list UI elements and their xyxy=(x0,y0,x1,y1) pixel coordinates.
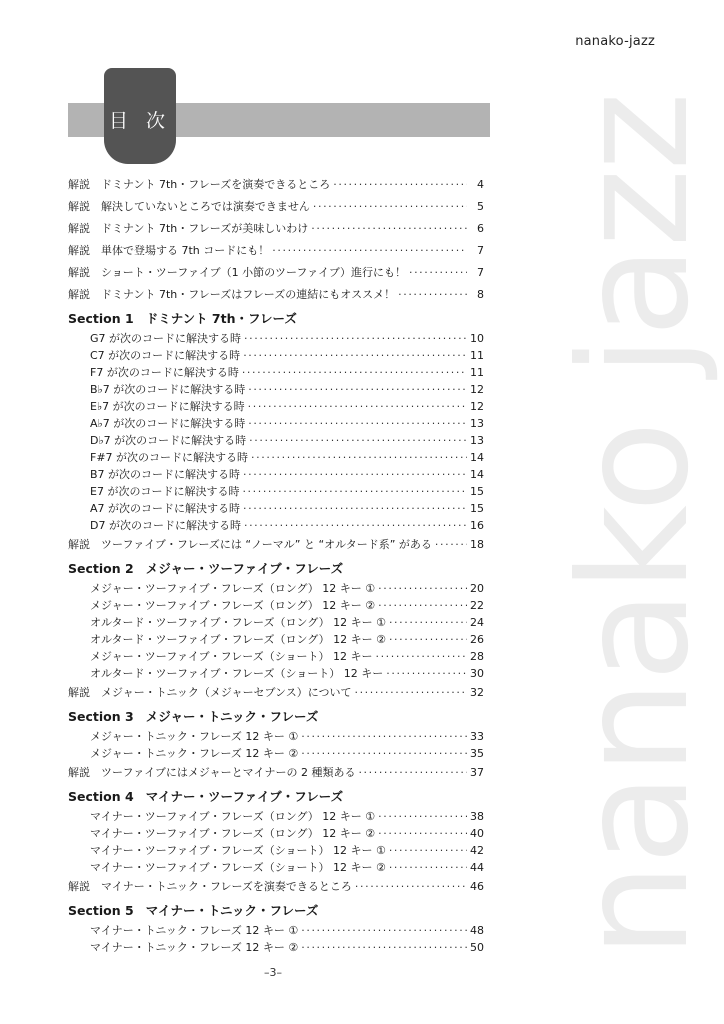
entry-page-number: 35 xyxy=(470,747,484,760)
entry-tag: 解説 xyxy=(68,244,90,257)
brand-label: nanako-jazz xyxy=(575,34,655,49)
entry-page-number: 12 xyxy=(470,383,484,396)
entry-page-number: 28 xyxy=(470,650,484,663)
dot-leader xyxy=(301,939,467,956)
entry-page-number: 13 xyxy=(470,434,484,447)
entry-tag: 解説 xyxy=(68,880,90,893)
section-heading[interactable] xyxy=(68,307,484,330)
toc-subentry[interactable] xyxy=(68,597,484,614)
dot-leader xyxy=(248,381,467,398)
entry-page-number: 33 xyxy=(470,730,484,743)
entry-page-number: 30 xyxy=(470,667,484,680)
entry-tag: 解説 xyxy=(68,222,90,235)
section-label: Section 4 xyxy=(68,789,134,804)
dot-leader xyxy=(301,922,467,939)
entry-title: G7 が次のコードに解決する時 xyxy=(90,332,242,345)
toc-subentry[interactable] xyxy=(68,517,484,534)
dot-leader xyxy=(248,415,467,432)
dot-leader xyxy=(301,728,467,745)
entry-page-number: 5 xyxy=(477,200,484,213)
dot-leader xyxy=(355,876,467,898)
dot-leader xyxy=(248,398,467,415)
toc-subentry[interactable] xyxy=(68,808,484,825)
entry-title: A♭7 が次のコードに解決する時 xyxy=(90,417,246,430)
toc-subentry[interactable] xyxy=(68,500,484,517)
dot-leader xyxy=(243,466,467,483)
toc-subentry[interactable] xyxy=(68,483,484,500)
toc-title-tab xyxy=(104,68,176,164)
dot-leader xyxy=(272,240,467,262)
dot-leader xyxy=(243,500,467,517)
entry-title: ドミナント 7th・フレーズが美味しいわけ xyxy=(101,222,309,235)
entry-title: B7 が次のコードに解決する時 xyxy=(90,468,241,481)
toc-subentry[interactable] xyxy=(68,398,484,415)
section-name: マイナー・トニック・フレーズ xyxy=(145,903,319,918)
dot-leader xyxy=(389,631,467,648)
entry-page-number: 7 xyxy=(477,266,484,279)
entry-page-number: 37 xyxy=(470,766,484,779)
entry-title: マイナー・ツーファイブ・フレーズ（ロング） 12 キー ① xyxy=(90,810,376,823)
section-label: Section 1 xyxy=(68,311,134,326)
entry-title: メジャー・ツーファイブ・フレーズ（ロング） 12 キー ① xyxy=(90,582,376,595)
entry-title: ツーファイブ・フレーズには “ノーマル” と “オルタード系” がある xyxy=(101,538,432,551)
dot-leader xyxy=(354,682,467,704)
toc-entry[interactable] xyxy=(68,196,484,218)
entry-page-number: 8 xyxy=(477,288,484,301)
toc-subentry[interactable] xyxy=(68,728,484,745)
toc-subentry[interactable] xyxy=(68,415,484,432)
dot-leader xyxy=(243,347,467,364)
entry-page-number: 11 xyxy=(470,349,484,362)
dot-leader xyxy=(251,449,467,466)
section-label: Section 3 xyxy=(68,709,134,724)
toc-entry[interactable] xyxy=(68,682,484,704)
entry-title: ドミナント 7th・フレーズを演奏できるところ xyxy=(101,178,331,191)
toc-subentry[interactable] xyxy=(68,364,484,381)
toc-subentry[interactable] xyxy=(68,614,484,631)
entry-title: ショート・ツーファイブ（1 小節のツーファイブ）進行にも！ xyxy=(101,266,406,279)
entry-title: メジャー・トニック・フレーズ 12 キー ② xyxy=(90,747,299,760)
entry-title: F#7 が次のコードに解決する時 xyxy=(90,451,249,464)
entry-title: C7 が次のコードに解決する時 xyxy=(90,349,241,362)
dot-leader xyxy=(398,284,467,306)
entry-title: 単体で登場する 7th コードにも！ xyxy=(101,244,270,257)
toc-entry[interactable] xyxy=(68,218,484,240)
entry-title: オルタード・ツーファイブ・フレーズ（ロング） 12 キー ② xyxy=(90,633,386,646)
dot-leader xyxy=(242,483,467,500)
section-heading[interactable] xyxy=(68,557,484,580)
entry-tag: 解説 xyxy=(68,200,90,213)
entry-tag: 解説 xyxy=(68,288,90,301)
section-heading[interactable] xyxy=(68,899,484,922)
entry-page-number: 46 xyxy=(470,880,484,893)
entry-page-number: 22 xyxy=(470,599,484,612)
entry-title: A7 が次のコードに解決する時 xyxy=(90,502,241,515)
entry-title: メジャー・トニック・フレーズ 12 キー ① xyxy=(90,730,299,743)
toc-subentry[interactable] xyxy=(68,842,484,859)
entry-title: B♭7 が次のコードに解決する時 xyxy=(90,383,246,396)
dot-leader xyxy=(311,218,467,240)
dot-leader xyxy=(358,762,467,784)
toc-entry[interactable] xyxy=(68,284,484,306)
entry-page-number: 15 xyxy=(470,502,484,515)
entry-page-number: 15 xyxy=(470,485,484,498)
entry-page-number: 14 xyxy=(470,468,484,481)
dot-leader xyxy=(389,614,467,631)
table-of-contents xyxy=(68,174,484,956)
toc-subentry[interactable] xyxy=(68,859,484,876)
dot-leader xyxy=(313,196,467,218)
entry-tag: 解説 xyxy=(68,766,90,779)
entry-title: マイナー・トニック・フレーズ 12 キー ① xyxy=(90,924,299,937)
toc-subentry[interactable] xyxy=(68,631,484,648)
section-label: Section 2 xyxy=(68,561,134,576)
toc-subentry[interactable] xyxy=(68,648,484,665)
entry-page-number: 24 xyxy=(470,616,484,629)
section-heading[interactable] xyxy=(68,705,484,728)
toc-entry[interactable] xyxy=(68,534,484,556)
entry-page-number: 12 xyxy=(470,400,484,413)
entry-page-number: 50 xyxy=(470,941,484,954)
entry-page-number: 48 xyxy=(470,924,484,937)
entry-title: オルタード・ツーファイブ・フレーズ（ロング） 12 キー ① xyxy=(90,616,386,629)
section-heading[interactable] xyxy=(68,785,484,808)
page-number: –3– xyxy=(264,966,282,979)
entry-page-number: 26 xyxy=(470,633,484,646)
dot-leader xyxy=(378,808,467,825)
entry-title: E7 が次のコードに解決する時 xyxy=(90,485,240,498)
entry-tag: 解説 xyxy=(68,178,90,191)
toc-subentry[interactable] xyxy=(68,745,484,762)
entry-page-number: 38 xyxy=(470,810,484,823)
toc-entry[interactable] xyxy=(68,762,484,784)
entry-page-number: 6 xyxy=(477,222,484,235)
entry-title: E♭7 が次のコードに解決する時 xyxy=(90,400,245,413)
entry-title: メジャー・ツーファイブ・フレーズ（ロング） 12 キー ② xyxy=(90,599,376,612)
dot-leader xyxy=(378,597,467,614)
entry-title: ドミナント 7th・フレーズはフレーズの連結にもオススメ！ xyxy=(101,288,396,301)
toc-subentry[interactable] xyxy=(68,330,484,347)
dot-leader xyxy=(244,330,467,347)
entry-title: マイナー・トニック・フレーズを演奏できるところ xyxy=(101,880,352,893)
entry-title: メジャー・トニック（メジャーセブンス）について xyxy=(101,686,352,699)
section-name: マイナー・ツーファイブ・フレーズ xyxy=(145,789,344,804)
toc-subentry[interactable] xyxy=(68,466,484,483)
dot-leader xyxy=(242,364,467,381)
section-name: ドミナント 7th・フレーズ xyxy=(145,311,297,326)
dot-leader xyxy=(244,517,467,534)
section-name: メジャー・ツーファイブ・フレーズ xyxy=(145,561,344,576)
toc-title: 目 次 xyxy=(108,109,172,132)
entry-page-number: 42 xyxy=(470,844,484,857)
toc-entry[interactable] xyxy=(68,174,484,196)
entry-title: D♭7 が次のコードに解決する時 xyxy=(90,434,247,447)
entry-page-number: 14 xyxy=(470,451,484,464)
entry-title: 解決していないところでは演奏できません xyxy=(101,200,310,213)
dot-leader xyxy=(389,859,467,876)
entry-page-number: 11 xyxy=(470,366,484,379)
dot-leader xyxy=(333,174,467,196)
entry-page-number: 7 xyxy=(477,244,484,257)
dot-leader xyxy=(378,825,467,842)
entry-page-number: 4 xyxy=(477,178,484,191)
toc-entry[interactable] xyxy=(68,262,484,284)
entry-page-number: 16 xyxy=(470,519,484,532)
dot-leader xyxy=(378,580,467,597)
entry-page-number: 44 xyxy=(470,861,484,874)
entry-title: オルタード・ツーファイブ・フレーズ（ショート） 12 キー xyxy=(90,667,384,680)
dot-leader xyxy=(409,262,467,284)
entry-page-number: 10 xyxy=(470,332,484,345)
section-name: メジャー・トニック・フレーズ xyxy=(145,709,319,724)
entry-page-number: 13 xyxy=(470,417,484,430)
dot-leader xyxy=(435,534,467,556)
entry-title: ツーファイブにはメジャーとマイナーの 2 種類ある xyxy=(101,766,356,779)
entry-title: メジャー・ツーファイブ・フレーズ（ショート） 12 キー xyxy=(90,650,373,663)
dot-leader xyxy=(386,665,467,682)
toc-entry[interactable] xyxy=(68,876,484,898)
entry-title: F7 が次のコードに解決する時 xyxy=(90,366,239,379)
dot-leader xyxy=(375,648,467,665)
toc-subentry[interactable] xyxy=(68,432,484,449)
section-label: Section 5 xyxy=(68,903,134,918)
entry-page-number: 40 xyxy=(470,827,484,840)
watermark-text: nanako jazz xyxy=(548,93,722,958)
dot-leader xyxy=(301,745,467,762)
entry-title: マイナー・トニック・フレーズ 12 キー ② xyxy=(90,941,299,954)
entry-tag: 解説 xyxy=(68,538,90,551)
entry-tag: 解説 xyxy=(68,266,90,279)
entry-page-number: 18 xyxy=(470,538,484,551)
dot-leader xyxy=(249,432,467,449)
toc-subentry[interactable] xyxy=(68,825,484,842)
toc-subentry[interactable] xyxy=(68,922,484,939)
dot-leader xyxy=(389,842,467,859)
toc-entry[interactable] xyxy=(68,240,484,262)
toc-subentry[interactable] xyxy=(68,347,484,364)
entry-title: D7 が次のコードに解決する時 xyxy=(90,519,241,532)
toc-subentry[interactable] xyxy=(68,580,484,597)
entry-tag: 解説 xyxy=(68,686,90,699)
toc-subentry[interactable] xyxy=(68,939,484,956)
entry-title: マイナー・ツーファイブ・フレーズ（ロング） 12 キー ② xyxy=(90,827,376,840)
toc-subentry[interactable] xyxy=(68,381,484,398)
toc-subentry[interactable] xyxy=(68,665,484,682)
entry-page-number: 32 xyxy=(470,686,484,699)
entry-page-number: 20 xyxy=(470,582,484,595)
entry-title: マイナー・ツーファイブ・フレーズ（ショート） 12 キー ① xyxy=(90,844,386,857)
toc-subentry[interactable] xyxy=(68,449,484,466)
entry-title: マイナー・ツーファイブ・フレーズ（ショート） 12 キー ② xyxy=(90,861,386,874)
